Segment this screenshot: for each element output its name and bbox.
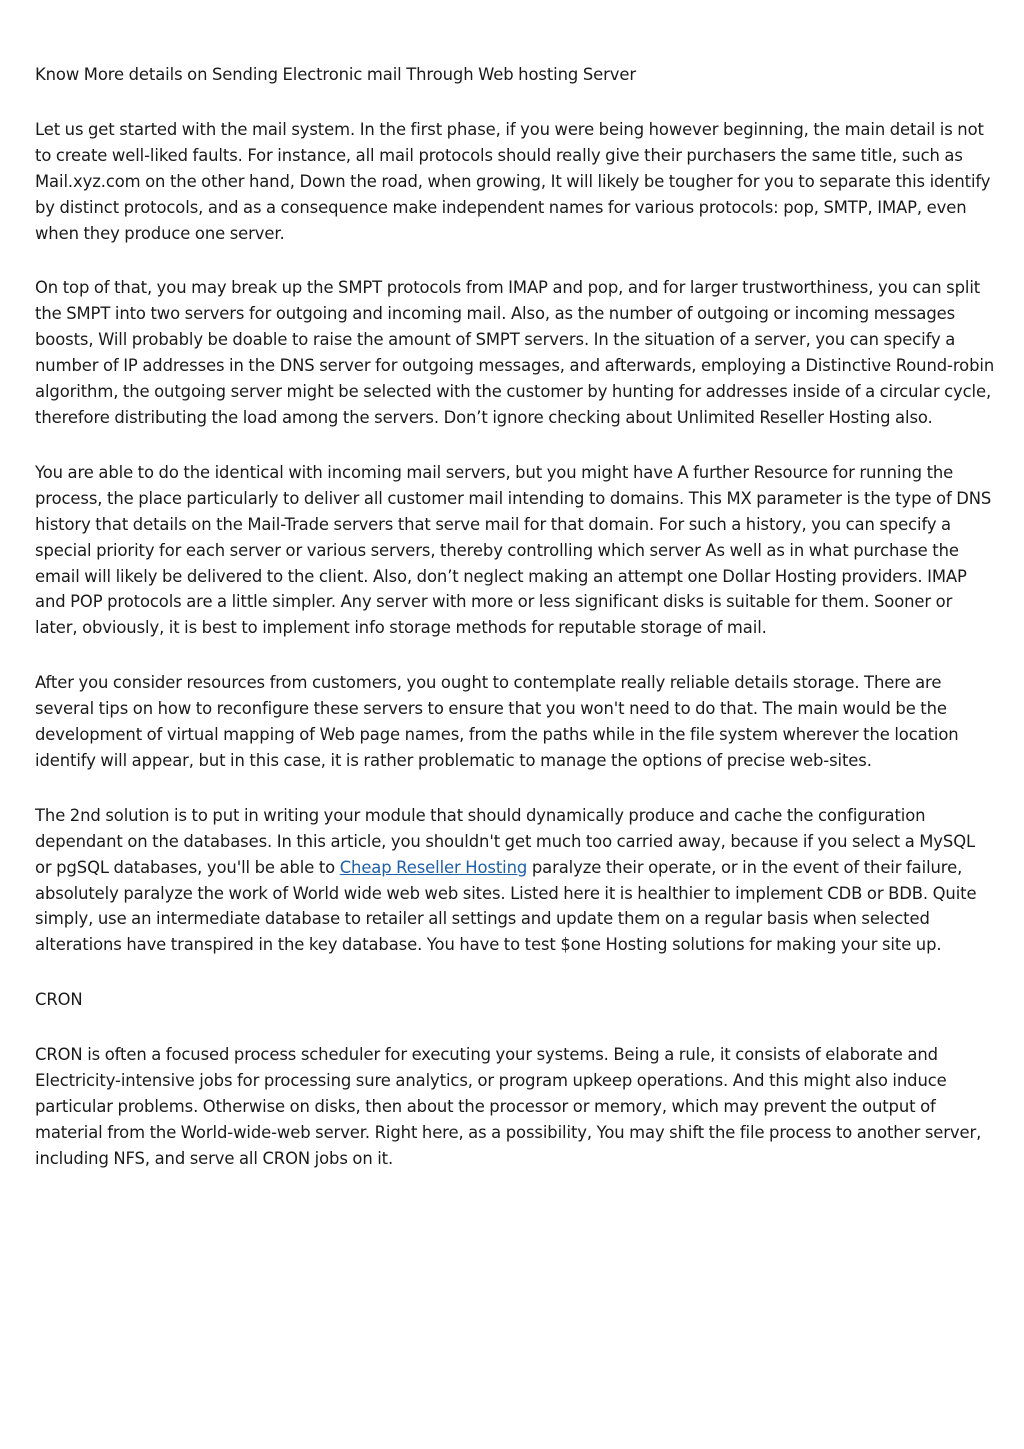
paragraph-mail-system: Let us get started with the mail system. In the first phase, if you were being however beginning, the main detail is not to create well-liked faults. For instance, all mail protocols should really give their purchasers the same title, such as Mail.xyz.com on the other hand, Down the road, when growing, It will likely be tougher for you to separate this identify by distinct protocols, and as a consequence make independent names for various protocols: pop, SMTP, IMAP, even when they produce one server. [35, 119, 991, 243]
paragraph-storage: After you consider resources from customers, you ought to contemplate really reliable details storage. There are several tips on how to reconfigure these servers to ensure that you won't need to do that. The main would be the development of virtual mapping of Web page names, from the paths while in the file system wherever the location identify will appear, but in this case, it is rather problematic to manage the options of precise web-sites. [35, 673, 959, 770]
cron-heading: CRON [35, 990, 83, 1010]
document-page [35, 62, 995, 1201]
paragraph-incoming-servers: You are able to do the identical with incoming mail servers, but you might have A further Resource for running the process, the place particularly to deliver all customer mail intending to domains. This MX parameter is the type of DNS history that details on the Mail-Trade servers that serve mail for that domain. For such a history, you can specify a special priority for each server or various servers, thereby controlling which server As well as in what purchase the email will likely be delivered to the client. Also, don’t neglect making an attempt one Dollar Hosting providers. IMAP and POP protocols are a little simpler. Any server with more or less significant disks is suitable for them. Sooner or later, obviously, it is best to implement info storage methods for reputable storage of mail. [35, 462, 992, 638]
cheap-reseller-hosting-link[interactable]: Cheap Reseller Hosting [339, 857, 528, 877]
paragraph-module [35, 803, 995, 958]
paragraph-cron: CRON is often a focused process scheduler for executing your systems. Being a rule, it consists of elaborate and Electricity-intensive jobs for processing sure analytics, or program upkeep operations. And this might also induce particular problems. Otherwise on disks, then about the processor or memory, which may prevent the output of material from the World-wide-web server. Right here, as a possibility, You may shift the file process to another server, including NFS, and serve all CRON jobs on it. [35, 1045, 982, 1168]
document-title: Know More details on Sending Electronic mail Through Web hosting Server [35, 65, 636, 84]
paragraph-module-text-after: paralyze their operate, or in the event of their failure, absolutely paralyze the work of World wide web web sites. Listed here it is healthier to implement CDB or BDB. Quite simply, use an intermediate database to retailer all settings and update them on a regular basis when selected alterations have transpired in the key database. You have to test $one Hosting solutions for making your site up. [35, 857, 977, 955]
paragraph-module-text-before: The 2nd solution is to put in writing your module that should dynamically produce and cache the configuration dependant on the databases. In this article, you shouldn't get much too carried away, because if you select a MySQL or pgSQL databases, you'll be able to [35, 805, 976, 877]
paragraph-smpt-split: On top of that, you may break up the SMPT protocols from IMAP and pop, and for larger trustworthiness, you can split the SMPT into two servers for outgoing and incoming mail. Also, as the number of outgoing or incoming messages boosts, Will probably be doable to raise the amount of SMPT servers. In the situation of a server, you can specify a number of IP addresses in the DNS server for outgoing messages, and afterwards, employing a Distinctive Round-robin algorithm, the outgoing server might be selected with the customer by hunting for addresses inside of a circular cycle, therefore distributing the load among the servers. Don’t ignore checking about Unlimited Reseller Hosting also. [35, 278, 995, 427]
